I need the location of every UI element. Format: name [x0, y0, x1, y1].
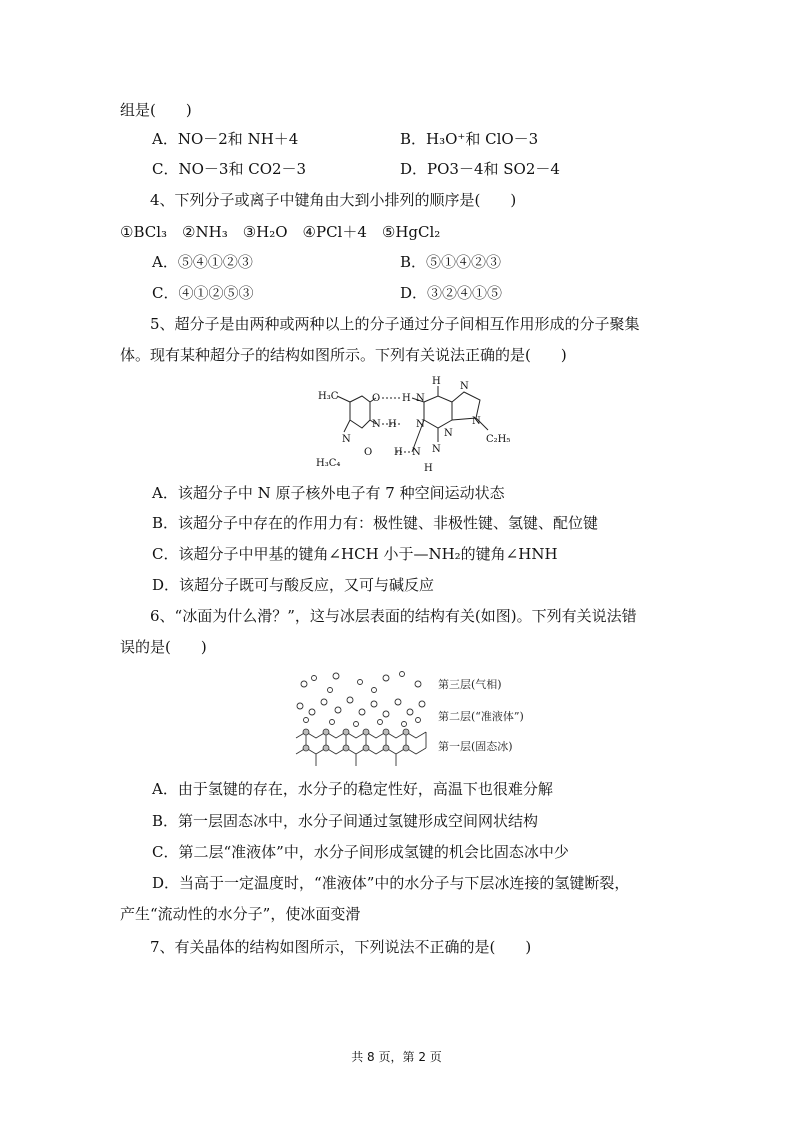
- label-h-bottom: H: [394, 447, 403, 458]
- label-h-top: H: [402, 393, 411, 404]
- q3-option-d: D．PO3－4和 SO2－4: [400, 160, 560, 178]
- q5-option-d: D．该超分子既可与酸反应，又可与碱反应: [152, 576, 435, 594]
- page-footer: 共 8 页，第 2 页: [351, 1050, 442, 1064]
- q5-stem-line1: 5、超分子是由两种或两种以上的分子通过分子间相互作用形成的分子聚集: [150, 315, 640, 333]
- label-n-right1: N: [460, 381, 469, 392]
- label-h-mid: H: [388, 419, 397, 430]
- q5-option-a: A．该超分子中 N 原子核外电子有 7 种空间运动状态: [152, 484, 505, 502]
- q4-option-c: C．④①②⑤③: [152, 284, 254, 302]
- q4-species-list: ①BCl₃ ②NH₃ ③H₂O ④PCl＋4 ⑤HgCl₂: [120, 223, 441, 241]
- q6-option-d-line1: D．当高于一定温度时，“准液体”中的水分子与下层冰连接的氢键断裂，: [152, 874, 630, 892]
- label-h-upper: H: [432, 376, 441, 387]
- q6-option-b: B．第一层固态冰中，水分子间通过氢键形成空间网状结构: [152, 812, 539, 830]
- q6-stem-line1: 6、“冰面为什么滑？”，这与冰层表面的结构有关(如图)。下列有关说法错: [150, 607, 637, 625]
- label-n-top: N: [416, 393, 425, 404]
- q5-option-c: C．该超分子中甲基的键角∠HCH 小于—NH₂的键角∠HNH: [152, 545, 558, 563]
- q4-option-a: A．⑤④①②③: [152, 253, 253, 271]
- label-h3c4: H₃C₄: [316, 458, 341, 469]
- q6-option-d-line2: 产生“流动性的水分子”，使冰面变滑: [120, 905, 361, 923]
- q6-option-a: A．由于氢键的存在，水分子的稳定性好，高温下也很难分解: [152, 780, 553, 798]
- label-o-bottom: O: [364, 447, 373, 458]
- label-layer3: 第三层(气相): [438, 678, 502, 691]
- label-h-bottom2: H: [424, 463, 433, 474]
- label-c2h5: C₂H₅: [486, 434, 511, 445]
- label-o-top: O: [372, 393, 381, 404]
- q4-option-b: B．⑤①④②③: [400, 253, 502, 271]
- label-n-right2: N: [444, 428, 453, 439]
- q6-option-c: C．第二层“准液体”中，水分子间形成氢键的机会比固态冰中少: [152, 843, 569, 861]
- label-n-lower: N: [432, 444, 441, 455]
- q3-option-c: C．NO－3和 CO2－3: [152, 160, 307, 178]
- label-n-mid2: N: [416, 419, 425, 430]
- label-layer1: 第一层(固态冰): [438, 740, 513, 753]
- q3-option-a: A．NO－2和 NH＋4: [152, 130, 299, 148]
- q4-stem: 4、下列分子或离子中键角由大到小排列的顺序是( ): [150, 191, 517, 209]
- label-h3c: H₃C: [318, 391, 339, 402]
- label-n-right3: N: [472, 416, 481, 427]
- q3-stem-continuation: 组是( ): [120, 101, 192, 119]
- ice-surface-layers-figure: [290, 668, 558, 770]
- supramolecule-structure-figure: [312, 372, 517, 475]
- label-n-bottom: N: [412, 447, 421, 458]
- q5-option-b: B．该超分子中存在的作用力有：极性键、非极性键、氢键、配位键: [152, 514, 599, 532]
- q6-stem-line2: 误的是( ): [120, 638, 207, 656]
- q7-stem: 7、有关晶体的结构如图所示，下列说法不正确的是( ): [150, 938, 532, 956]
- label-n-mid: N: [372, 419, 381, 430]
- label-layer2: 第二层(“准液体”): [438, 710, 524, 723]
- q3-option-b: B．H₃O⁺和 ClO－3: [400, 130, 539, 148]
- q4-option-d: D．③②④①⑤: [400, 284, 503, 302]
- label-n-left: N: [342, 434, 351, 445]
- q5-stem-line2: 体。现有某种超分子的结构如图所示。下列有关说法正确的是( ): [120, 346, 567, 364]
